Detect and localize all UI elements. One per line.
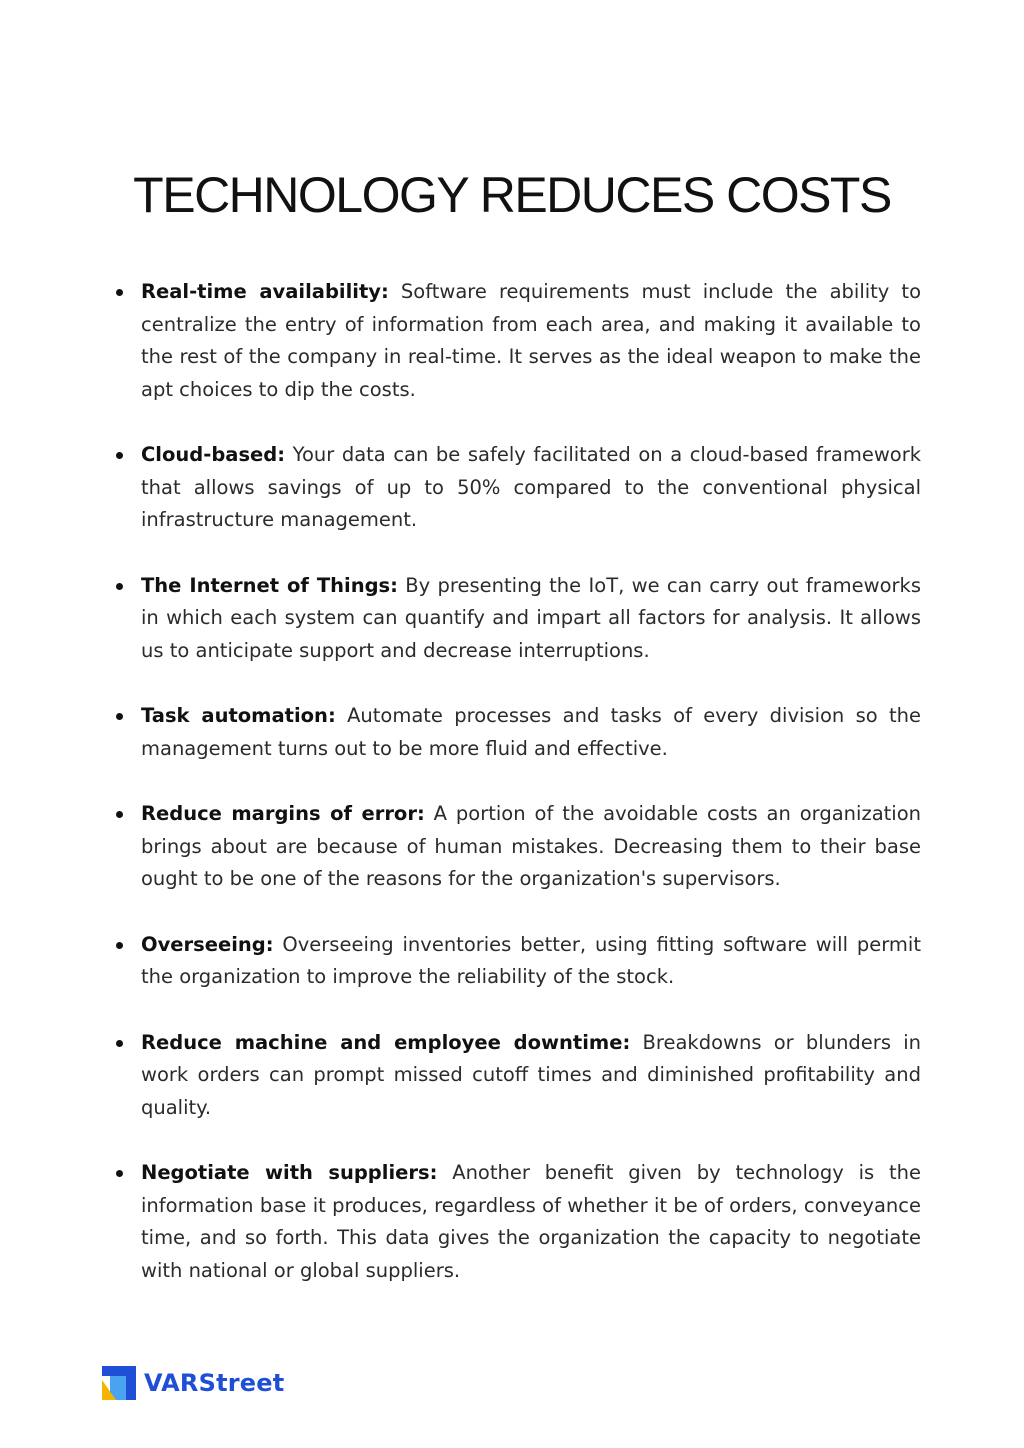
footer-logo xyxy=(102,1366,284,1400)
item-text: Overseeing inventories better, using fitting software will permit the organization to improve the reliability of the stock. xyxy=(141,932,921,988)
list-item xyxy=(110,929,921,994)
item-term: Cloud-based: xyxy=(141,443,286,466)
list-item xyxy=(110,439,921,537)
item-text: Breakdowns or blunders in work orders can prompt missed cutoff times and diminished profitability and quality. xyxy=(141,1030,921,1119)
item-text: Your data can be safely facilitated on a cloud-based framework that allows savings of up to 50% compared to the conventional physical infrastructure management. xyxy=(141,443,922,531)
page-title: TECHNOLOGY REDUCES COSTS xyxy=(133,167,891,223)
item-text: A portion of the avoidable costs an organization brings about are because of human mistakes. Decreasing them to their base ought to be one of the reasons for the organization's supervisors. xyxy=(141,802,921,890)
item-text: Automate processes and tasks of every division so the management turns out to be more fluid and effective. xyxy=(141,704,921,760)
varstreet-logo-icon xyxy=(102,1366,136,1400)
item-text: By presenting the IoT, we can carry out frameworks in which each system can quantify and impart all factors for analysis. It allows us to anticipate support and decrease interruptions. xyxy=(141,573,921,662)
list-item xyxy=(110,1027,921,1125)
list-item xyxy=(110,700,921,765)
logo-text: VARStreet xyxy=(144,1369,285,1397)
item-term: Negotiate with suppliers: xyxy=(141,1161,438,1184)
list-item xyxy=(110,1157,921,1287)
item-text: Another benefit given by technology is the information base it produces, regardless of whether it be of orders, conveyance time, and so forth. This data gives the organization the capacity to negotiate with national or global suppliers. xyxy=(141,1161,922,1282)
item-term: Task automation: xyxy=(141,704,336,727)
item-term: Reduce margins of error: xyxy=(141,802,425,825)
list-item xyxy=(110,570,921,668)
item-term: The Internet of Things: xyxy=(141,573,398,597)
item-term: Overseeing: xyxy=(141,932,274,956)
item-term: Reduce machine and employee downtime: xyxy=(141,1030,631,1054)
item-term: Real-time availability: xyxy=(141,280,389,303)
list-item xyxy=(110,276,921,406)
item-text: Software requirements must include the ability to centralize the entry of information from each area, and making it available to the rest of the company in real-time. It serves as the ideal weapon to make the apt choices to dip the costs. xyxy=(141,280,922,401)
benefits-list xyxy=(110,276,921,1320)
list-item xyxy=(110,798,921,896)
